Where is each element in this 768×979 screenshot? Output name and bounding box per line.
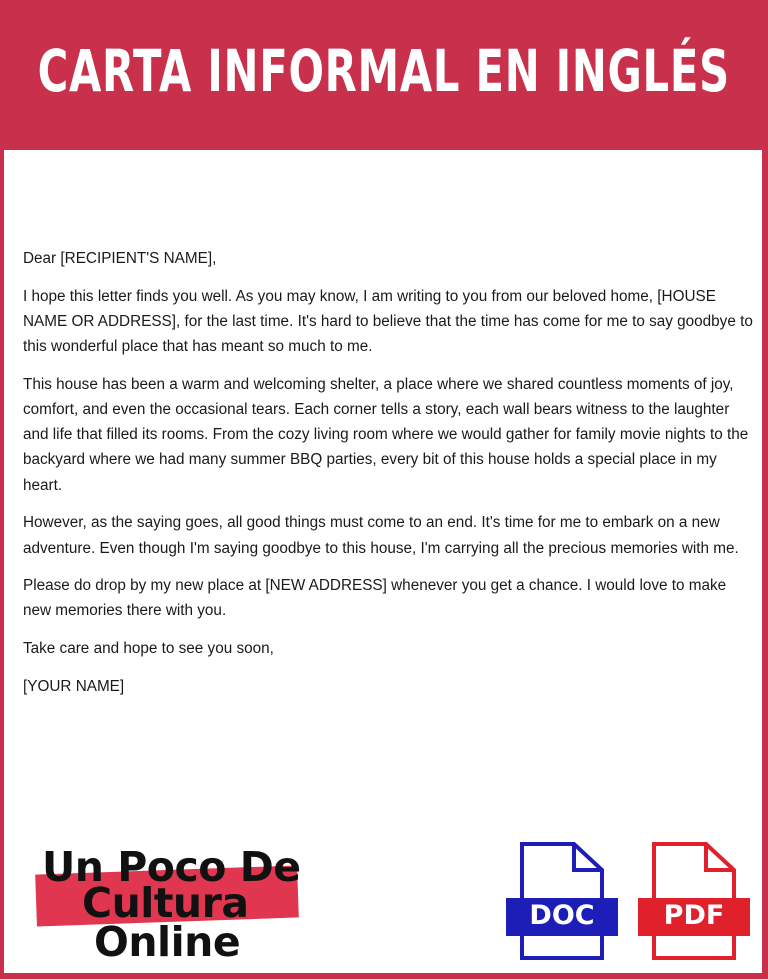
letter-sheet [4, 150, 762, 973]
letter-paragraph: However, as the saying goes, all good things must come to an end. It's time for me to embark on a new adventure. Even though I'm saying goodbye to this house, I'm carrying all the precious memories with me. [23, 514, 739, 557]
letter-body [23, 246, 753, 712]
letter-paragraph: This house has been a warm and welcoming shelter, a place where we shared countless moments of joy, comfort, and even the occasional tears. Each corner tells a story, each wall bears witness to the laughter and life that filled its rooms. From the cozy living room where we would gather for family movie nights to the backyard where we had many summer BBQ parties, every bit of this house holds a special place in my heart. [23, 375, 749, 494]
pdf-label: PDF [663, 900, 725, 931]
doc-download-button[interactable] [504, 842, 644, 962]
letter-closing: Take care and hope to see you soon, [23, 640, 274, 658]
letter-greeting: Dear [RECIPIENT'S NAME], [23, 250, 217, 267]
letter-signature: [YOUR NAME] [23, 677, 125, 695]
page-title: CARTA INFORMAL EN INGLÉS [37, 37, 731, 105]
site-logo[interactable] [34, 845, 314, 970]
logo-line-2: Cultura [82, 879, 249, 927]
letter-paragraph: I hope this letter finds you well. As you may know, I am writing to you from our beloved home, [HOUSE NAME OR ADDRESS], for the last time. It's hard to believe that the time has come for me to say goodbye to this wonderful place that has meant so much to me. [23, 287, 753, 356]
letter-paragraph: Please do drop by my new place at [NEW ADDRESS] whenever you get a chance. I would love to make new memories there with you. [23, 577, 727, 620]
page-header [0, 0, 768, 148]
logo-line-1: Un Poco De [42, 843, 301, 891]
logo-line-3: Online [94, 918, 241, 966]
pdf-download-button[interactable] [636, 842, 768, 962]
doc-label: DOC [529, 900, 595, 931]
